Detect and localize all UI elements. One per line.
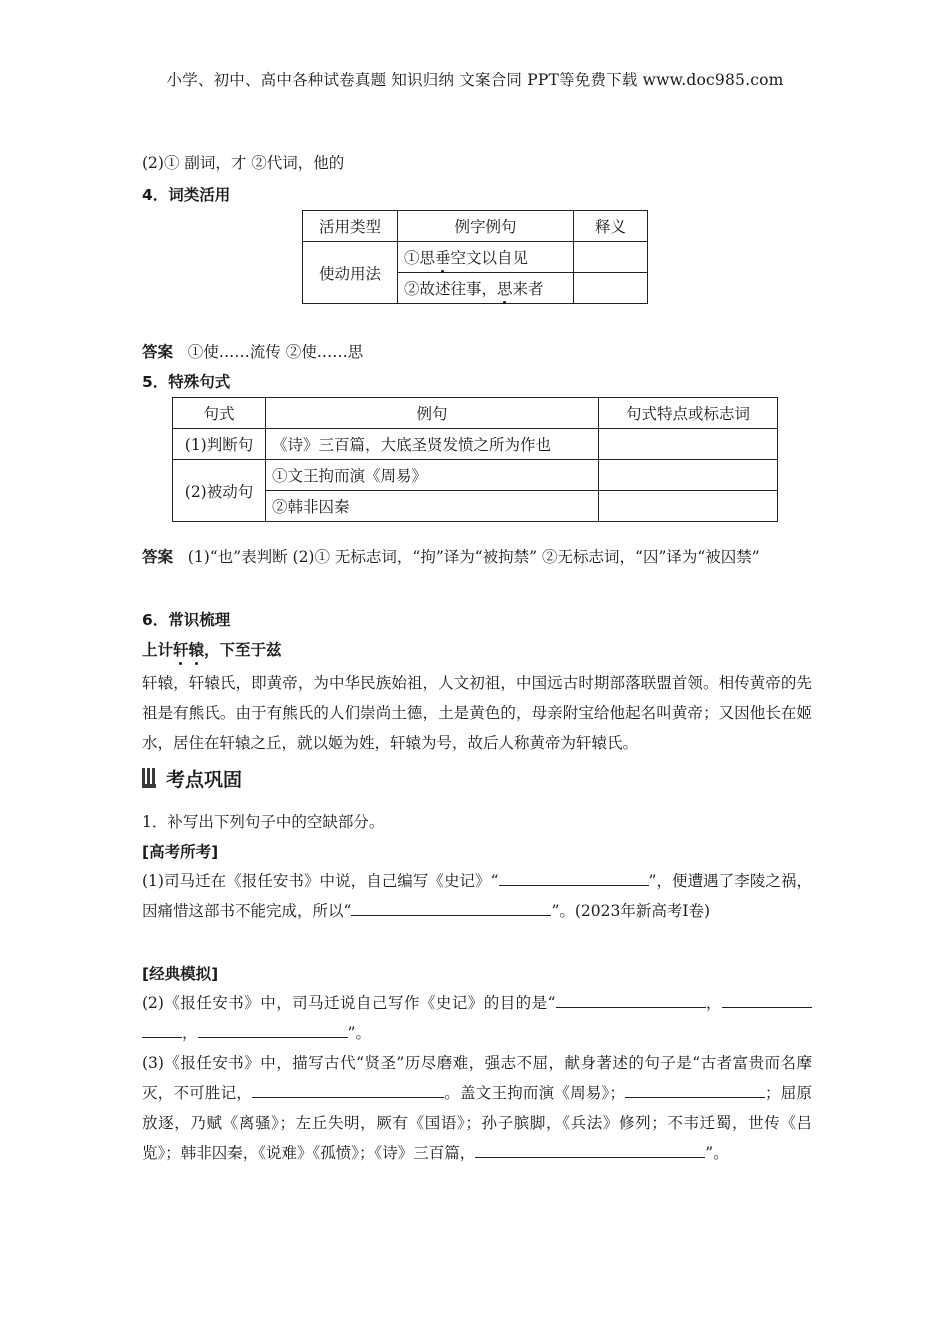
example-cell: 《诗》三百篇，大底圣贤发愤之所为作也 — [266, 429, 599, 460]
answer-blank[interactable] — [556, 992, 706, 1008]
answer-blank[interactable] — [475, 1142, 590, 1158]
table-row — [303, 211, 648, 242]
pattern-cell: (1)判断句 — [173, 429, 266, 460]
answer-blank[interactable] — [590, 1142, 705, 1158]
table-header: 活用类型 — [303, 211, 398, 242]
table-row — [173, 460, 778, 491]
pattern-cell: (2)被动句 — [173, 460, 266, 522]
question-item-1: (1)司马迁在《报任安书》中说，自己编写《史记》“ ”，便遭遇了李陵之祸，因痛惜这部书不能完成，所以“ ”。(2023年新高考Ⅰ卷) — [142, 872, 812, 920]
answer-blank[interactable] — [499, 870, 649, 886]
emphasis-char: 垂 — [435, 246, 451, 268]
moni-label: [经典模拟] — [142, 965, 219, 983]
section-5-title: 5．特殊句式 — [142, 373, 231, 391]
answer-blank[interactable] — [252, 1082, 444, 1098]
sentence-pattern-table — [172, 397, 778, 522]
answer-blank[interactable] — [351, 900, 551, 916]
emphasis-char: 辕 — [189, 638, 205, 660]
feature-cell — [599, 491, 778, 522]
question-1-title: 1．补写出下列句子中的空缺部分。 — [142, 813, 385, 831]
page-header: 小学、初中、高中各种试卷真题 知识归纳 文案合同 PPT等免费下载 www.doc985.com — [166, 71, 784, 89]
gaokao-label: [高考所考] — [142, 843, 219, 861]
feature-cell — [599, 429, 778, 460]
example-cell: ①思垂空文以自见 — [398, 242, 574, 273]
knowledge-subtitle: 上计轩辕，下至于兹 — [142, 638, 282, 660]
section-heading: 考点巩固 — [166, 769, 243, 791]
section-bars-icon — [142, 768, 156, 788]
answer-blank[interactable] — [705, 1082, 765, 1098]
example-cell: ①文王拘而演《周易》 — [266, 460, 599, 491]
usage-type-cell: 使动用法 — [303, 242, 398, 304]
question-item-3: (3)《报任安书》中，描写古代“贤圣”历尽磨难，强志不屈，献身著述的句子是“古者富贵而名摩灭，不可胜记， 。盖文王拘而演《周易》； ；屈原放逐，乃赋《离骚》；左丘失明，厥有《国语》；孙子膑脚，《兵法》修列；不韦迁蜀，世传《吕览》；韩非囚秦，《说难》《孤愤》；《诗》三百篇， ”。 — [142, 1054, 812, 1162]
question-item-2: (2)《报任安书》中，司马迁说自己写作《史记》的目的是“ ，， ”。 — [142, 988, 812, 1048]
answer-line-2: (2)① 副词，才 ②代词，他的 — [142, 154, 345, 172]
table-header: 例句 — [266, 398, 599, 429]
table-row — [173, 398, 778, 429]
answer-blank[interactable] — [198, 1022, 348, 1038]
answer-blank[interactable] — [625, 1082, 705, 1098]
feature-cell — [599, 460, 778, 491]
table-header: 句式 — [173, 398, 266, 429]
answer-blank[interactable] — [722, 992, 812, 1008]
answer-label: 答案 — [142, 548, 174, 566]
example-cell: ②故述往事，思来者 — [398, 273, 574, 304]
example-cell: ②韩非囚秦 — [266, 491, 599, 522]
word-usage-table — [302, 210, 648, 304]
table-header: 释义 — [574, 211, 648, 242]
knowledge-paragraph: 轩辕，轩辕氏，即黄帝，为中华民族始祖，人文初祖，中国远古时期部落联盟首领。相传黄帝的先祖是有熊氏。由于有熊氏的人们崇尚土德，土是黄色的，母亲附宝给他起名叫黄帝；又因他长在姬水，居住在轩辕之丘，就以姬为姓，轩辕为号，故后人称黄帝为轩辕氏。 — [142, 674, 812, 752]
meaning-cell — [574, 273, 648, 304]
section-6-title: 6．常识梳理 — [142, 611, 231, 629]
table-header: 例字例句 — [398, 211, 574, 242]
meaning-cell — [574, 242, 648, 273]
answer-line-4: 答案 ①使……流传 ②使……思 — [142, 343, 364, 361]
answer-label: 答案 — [142, 343, 174, 361]
table-row — [173, 429, 778, 460]
table-row — [303, 242, 648, 273]
answer-paragraph-5: 答案 (1)“也”表判断 (2)① 无标志词，“拘”译为“被拘禁” ②无标志词，“囚”译为“被囚禁” — [142, 548, 760, 566]
emphasis-char: 思 — [497, 277, 513, 299]
table-header: 句式特点或标志词 — [599, 398, 778, 429]
answer-blank[interactable] — [142, 1022, 182, 1038]
emphasis-char: 轩 — [173, 638, 189, 660]
section-4-title: 4．词类活用 — [142, 186, 231, 204]
